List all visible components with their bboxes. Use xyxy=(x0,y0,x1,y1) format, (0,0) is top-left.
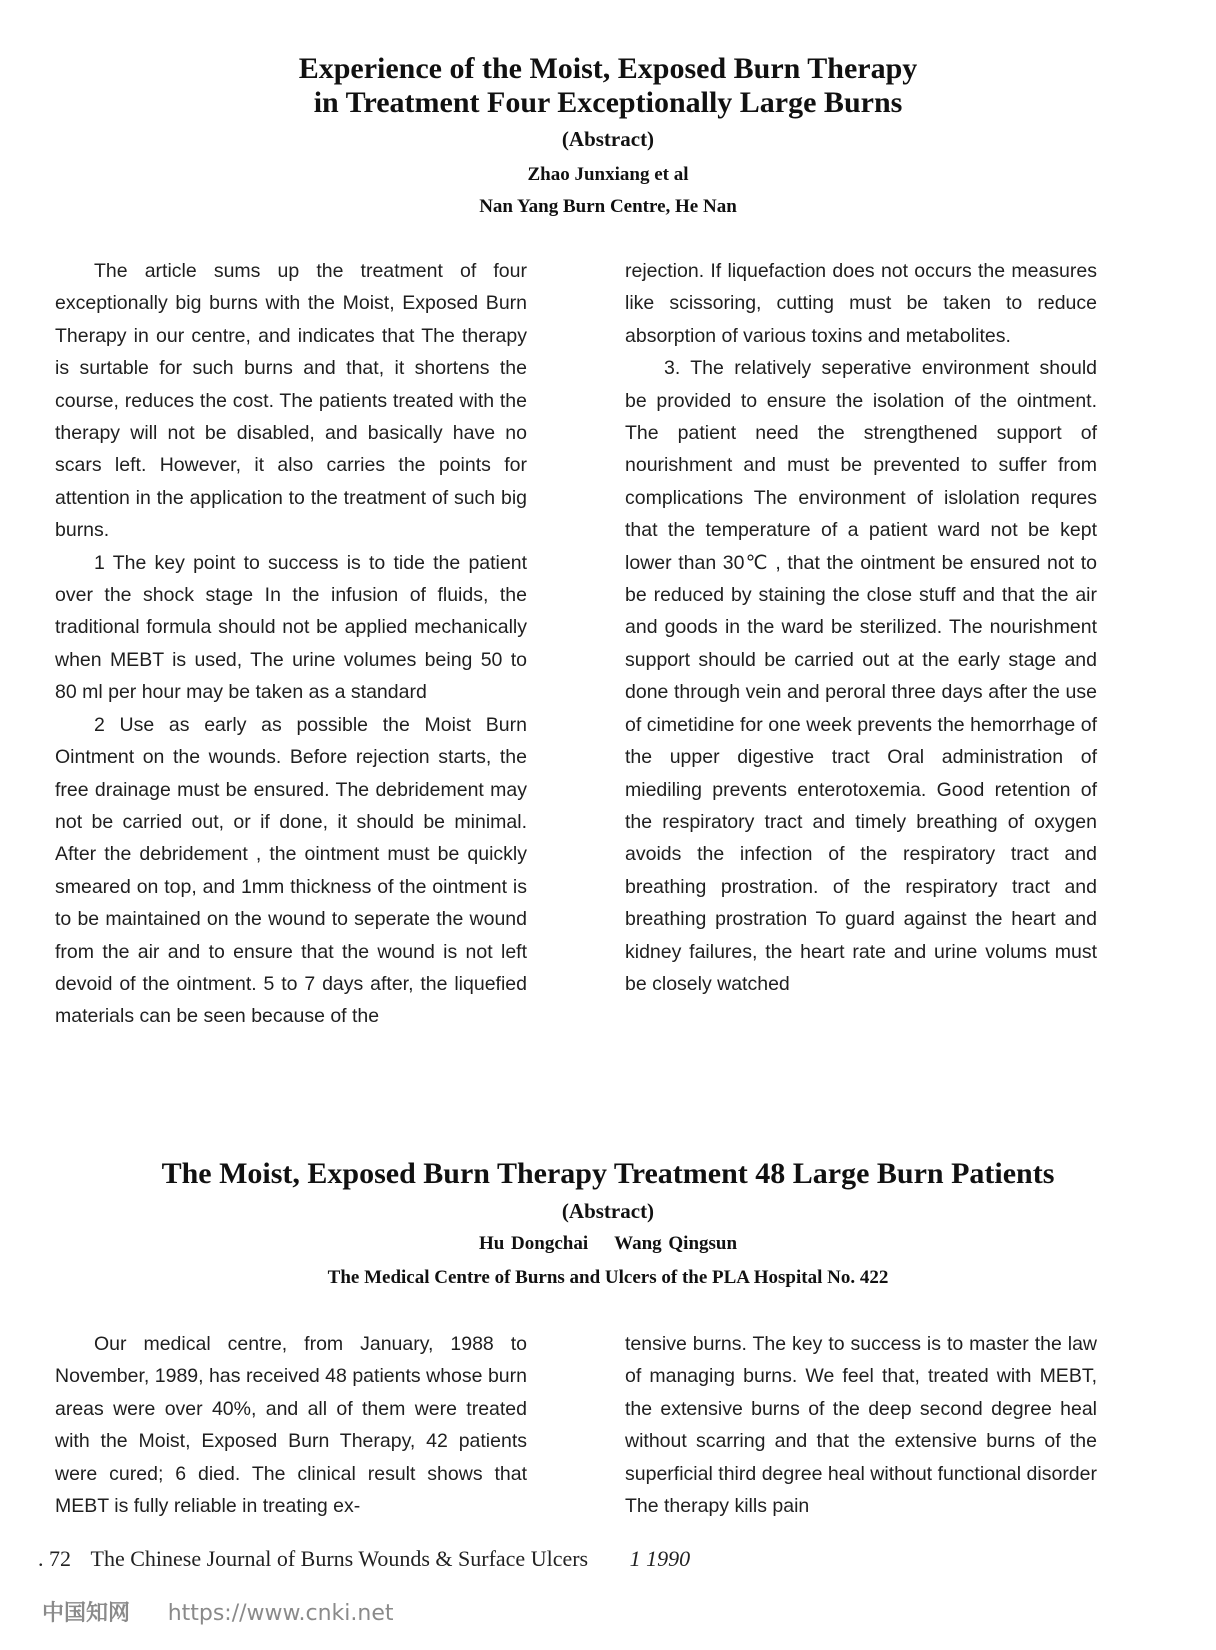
article1-paragraph: 3. The relatively seperative environment should be provided to ensure the isolation of the ointment. The patient need the strengthened support of nourishment and must be prevented to suffer from complications The environment of islolation requres that the temperature of a patient ward not be kept lower than 30℃ , that the ointment be ensured not to be reduced by staining the close stuff and that the air and goods in the ward be sterilized. The nourishment support should be carried out at the early stage and done through vein and peroral three days after the use of cimetidine for one week prevents the hemorrhage of the upper digestive tract Oral administration of miediling prevents enterotoxemia. Good retention of the respiratory tract and timely breathing of oxygen avoids the infection of the respiratory tract and breathing prostration. of the respiratory tract and breathing prostration To guard against the heart and kidney failures, the heart rate and urine volums must be closely watched xyxy=(625,357,1097,995)
article1-paragraph: The article sums up the treatment of four exceptionally big burns with the Moist, Exposed Burn Therapy in our centre, and indicates that The therapy is surtable for such burns and that, it shortens the course, reduces the cost. The patients treated with the therapy will not be disabled, and basically have no scars left. However, it also carries the points for attention in the application to the treatment of such big burns. xyxy=(55,260,527,542)
journal-name: The Chinese Journal of Burns Wounds & Surface Ulcers xyxy=(90,1546,589,1571)
article2-author-2: Wang Qingsun xyxy=(614,1233,738,1254)
cnki-logo-text: 中国知网 xyxy=(42,1601,131,1626)
article1-paragraph: rejection. If liquefaction does not occurs the measures like scissoring, cutting must be taken to reduce absorption of various toxins and metabolites. xyxy=(625,260,1097,347)
article2-left-column xyxy=(55,1328,527,1522)
article1-affiliation: Nan Yang Burn Centre, He Nan xyxy=(479,196,737,217)
cnki-url: https://www.cnki.net xyxy=(167,1601,394,1626)
page-footer xyxy=(38,1546,690,1572)
article1-abstract-label: (Abstract) xyxy=(561,127,655,151)
article1-title-line1: Experience of the Moist, Exposed Burn Therapy xyxy=(298,52,918,85)
article1-title-line2: in Treatment Four Exceptionally Large Burns xyxy=(313,86,903,119)
article2-paragraph: Our medical centre, from January, 1988 to November, 1989, has received 48 patients whose burn areas were over 40%, and all of them were treated with the Moist, Exposed Burn Therapy, 42 patients were cured; 6 died. The clinical result shows that MEBT is fully reliable in treating ex- xyxy=(55,1333,527,1518)
article1-right-column xyxy=(625,255,1097,1000)
article2-author-1: Hu Dongchai xyxy=(478,1233,589,1254)
article2-authors xyxy=(0,1232,1216,1256)
article1-author: Zhao Junxiang et al xyxy=(527,164,689,185)
article2-affiliation: The Medical Centre of Burns and Ulcers of the PLA Hospital No. 422 xyxy=(327,1267,889,1288)
article1-left-column xyxy=(55,255,527,1033)
article1-paragraph: 2 Use as early as possible the Moist Burn Ointment on the wounds. Before rejection starts, the free drainage must be ensured. The debridement may not be carried out, or if done, it should be minimal. After the debridement , the ointment must be quickly smeared on top, and 1mm thickness of the ointment is to be maintained on the wound to seperate the wound from the air and to ensure that the wound is not left devoid of the ointment. 5 to 7 days after, the liquefied materials can be seen because of the xyxy=(55,713,527,1028)
article1-paragraph: 1 The key point to success is to tide the patient over the shock stage In the infusion of fluids, the traditional formula should not be applied mechanically when MEBT is used, The urine volumes being 50 to 80 ml per hour may be taken as a standard xyxy=(55,551,527,704)
cnki-watermark xyxy=(42,1600,394,1628)
article2-title: The Moist, Exposed Burn Therapy Treatment 48 Large Burn Patients xyxy=(161,1157,1055,1190)
page-number: . 72 xyxy=(38,1546,71,1571)
article2-paragraph: tensive burns. The key to success is to master the law of managing burns. We feel that, treated with MEBT, the extensive burns of the deep second degree heal without scarring and that the extensive burns of the superficial third degree heal without functional disorder The therapy kills pain xyxy=(625,1333,1097,1518)
journal-issue: 1 1990 xyxy=(629,1546,691,1571)
article2-right-column xyxy=(625,1328,1097,1522)
article2-abstract-label: (Abstract) xyxy=(561,1199,655,1223)
